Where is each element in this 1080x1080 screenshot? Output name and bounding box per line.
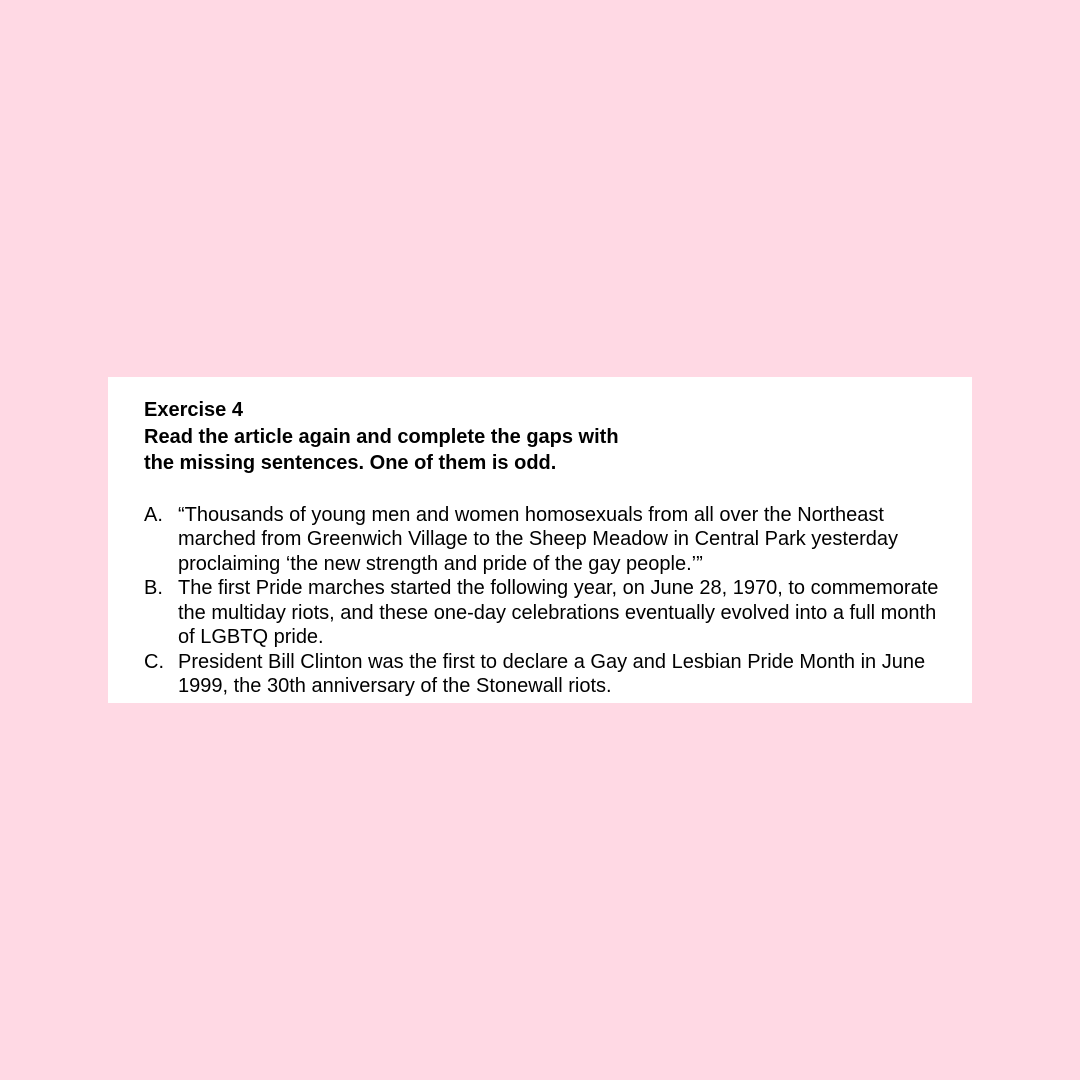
option-letter: C. [144,650,164,673]
option-text: The first Pride marches started the following year, on June 28, 1970, to commemorate the multiday riots, and these one-day celebrations eventually evolved into a full month of LGBTQ pride. [178,577,939,648]
option-b [144,576,952,650]
option-text: President Bill Clinton was the first to declare a Gay and Lesbian Pride Month in June 1999, the 30th anniversary of the Stonewall riots. [178,650,926,697]
option-a [144,503,952,577]
options-list [144,503,952,699]
exercise-title: Exercise 4 [144,399,243,421]
option-c [144,650,952,699]
option-letter: B. [144,577,163,599]
exercise-instruction-line-2: the missing sentences. One of them is odd. [144,452,557,474]
exercise-card [108,377,972,703]
option-text: “Thousands of young men and women homosexuals from all over the Northeast marched from Greenwich Village to the Sheep Meadow in Central Park yesterday proclaiming ‘the new strength and pride of the gay people.’” [178,503,898,575]
option-letter: A. [144,503,163,526]
exercise-instruction-line-1: Read the article again and complete the gaps with [144,425,619,448]
exercise-heading [144,397,952,477]
